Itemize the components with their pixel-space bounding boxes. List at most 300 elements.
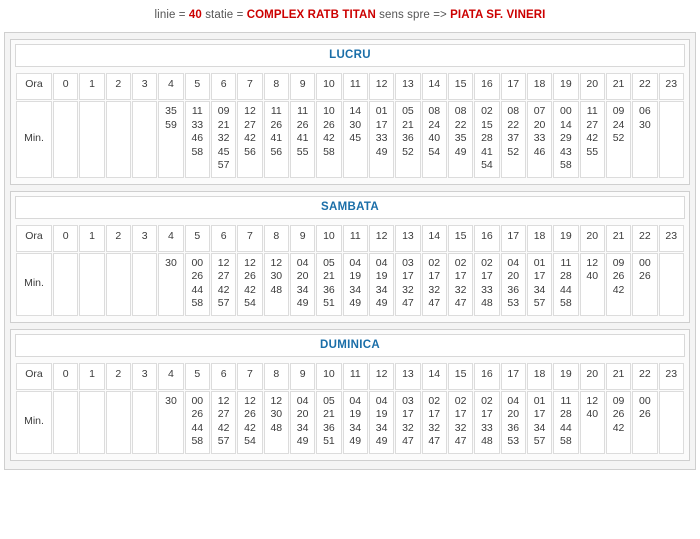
minutes-cell	[290, 253, 315, 316]
minute-value: 00	[191, 256, 204, 269]
minute-value: 00	[560, 105, 572, 117]
hour-cell: 15	[448, 225, 473, 252]
minute-value: 30	[165, 256, 177, 269]
minute-value: 56	[270, 145, 283, 158]
minute-value: 01	[533, 394, 546, 407]
hour-cell: 14	[422, 363, 447, 390]
minute-value: 40	[586, 270, 599, 282]
minutes-list	[133, 257, 156, 271]
hour-cell: 3	[132, 225, 157, 252]
minute-value: 52	[612, 132, 625, 144]
minute-value: 04	[375, 256, 388, 269]
minute-value: 12	[244, 105, 256, 117]
schedule-panel	[10, 39, 690, 185]
minute-value: 15	[481, 118, 493, 131]
hour-cell: 9	[290, 363, 315, 390]
hour-cell: 2	[106, 363, 131, 390]
minute-value: 36	[402, 132, 414, 144]
minute-value: 28	[560, 270, 572, 282]
minute-value: 47	[428, 435, 441, 447]
minute-value: 58	[323, 145, 335, 158]
minutes-list	[344, 395, 367, 449]
hour-row-label: Ora	[16, 225, 52, 252]
minutes-list	[238, 105, 261, 159]
minute-value: 49	[349, 297, 362, 309]
minutes-cell	[501, 253, 526, 316]
minutes-list	[133, 105, 156, 119]
minutes-list	[554, 395, 577, 449]
minutes-list	[370, 257, 393, 311]
minute-value: 01	[375, 105, 388, 117]
minute-value: 55	[586, 145, 599, 158]
hour-cell: 10	[316, 225, 341, 252]
minute-value: 26	[244, 270, 256, 282]
minutes-list	[475, 395, 498, 449]
header-prefix: linie =	[154, 9, 186, 21]
minute-value: 44	[560, 421, 572, 434]
minutes-cell	[106, 101, 131, 178]
minutes-list	[265, 395, 288, 436]
minutes-cell	[474, 101, 499, 178]
minute-value: 09	[217, 105, 230, 117]
hour-cell: 9	[290, 73, 315, 100]
hour-cell: 5	[185, 73, 210, 100]
minutes-cell	[580, 253, 605, 316]
minutes-cell	[106, 391, 131, 454]
minutes-cell	[264, 253, 289, 316]
minutes-list	[449, 105, 472, 159]
hour-cell: 18	[527, 363, 552, 390]
hour-cell: 8	[264, 225, 289, 252]
minutes-list	[396, 105, 419, 159]
schedule-table	[15, 224, 685, 317]
minute-value: 17	[428, 270, 441, 282]
minute-value: 30	[165, 394, 177, 407]
hour-cell: 10	[316, 73, 341, 100]
minute-value: 07	[533, 105, 546, 117]
minutes-list	[449, 395, 472, 449]
minutes-cell	[527, 101, 552, 178]
minute-value: 21	[402, 118, 414, 131]
minute-value: 30	[349, 118, 362, 131]
minute-value: 49	[454, 145, 467, 158]
minutes-cell	[53, 101, 78, 178]
minute-value: 02	[481, 256, 493, 269]
minutes-list	[502, 257, 525, 311]
minutes-list	[660, 105, 683, 119]
minutes-cell	[316, 391, 341, 454]
hour-cell: 23	[659, 73, 684, 100]
minutes-list	[317, 105, 340, 159]
minute-value: 26	[244, 408, 256, 420]
minute-value: 46	[191, 132, 204, 144]
minutes-list	[291, 257, 314, 311]
minutes-cell	[395, 101, 420, 178]
hour-cell: 20	[580, 225, 605, 252]
minute-value: 33	[375, 132, 388, 144]
page-title	[0, 0, 700, 32]
minute-value: 02	[428, 394, 441, 407]
minutes-cell	[553, 253, 578, 316]
minute-value: 59	[165, 118, 177, 131]
minute-value: 34	[296, 421, 309, 434]
minute-value: 36	[507, 421, 520, 434]
minute-value: 22	[454, 118, 467, 131]
minute-value: 27	[217, 270, 230, 282]
station-name: COMPLEX RATB TITAN	[246, 9, 376, 21]
hour-cell: 3	[132, 73, 157, 100]
hour-cell: 18	[527, 225, 552, 252]
minutes-cell	[185, 391, 210, 454]
minute-value: 48	[481, 435, 493, 447]
panel-title: DUMINICA	[15, 334, 685, 357]
minutes-cell	[580, 101, 605, 178]
minute-value: 10	[323, 105, 335, 117]
minute-value: 17	[375, 118, 388, 131]
minute-value: 42	[217, 421, 230, 434]
minutes-list	[554, 105, 577, 173]
hour-cell: 19	[553, 73, 578, 100]
minutes-list	[581, 395, 604, 422]
minutes-list	[344, 257, 367, 311]
minutes-cell	[501, 101, 526, 178]
minutes-cell	[422, 391, 447, 454]
minutes-cell	[185, 101, 210, 178]
minute-value: 24	[428, 118, 441, 131]
minute-value: 00	[639, 394, 651, 407]
minute-value: 12	[270, 256, 283, 269]
minute-value: 57	[217, 159, 230, 171]
minutes-cell	[395, 391, 420, 454]
minute-value: 34	[375, 421, 388, 434]
minutes-cell	[290, 391, 315, 454]
minutes-cell	[369, 253, 394, 316]
minute-value: 42	[244, 283, 256, 296]
minute-value: 05	[402, 105, 414, 117]
minute-value: 32	[454, 421, 467, 434]
minute-value: 04	[349, 394, 362, 407]
minutes-list	[633, 105, 656, 132]
minutes-list	[475, 257, 498, 311]
minute-value: 54	[244, 435, 256, 447]
minutes-cell	[106, 253, 131, 316]
minute-empty	[660, 257, 683, 271]
minute-value: 26	[296, 118, 309, 131]
minute-value: 11	[586, 105, 598, 117]
minute-value: 02	[428, 256, 441, 269]
minute-value: 45	[349, 132, 362, 144]
minutes-cell	[659, 253, 684, 316]
minutes-cell	[395, 253, 420, 316]
minute-empty	[660, 105, 683, 119]
minute-value: 35	[165, 105, 177, 117]
hour-cell: 21	[606, 225, 631, 252]
minutes-cell	[606, 101, 631, 178]
minute-value: 20	[533, 118, 546, 131]
minutes-list	[238, 257, 261, 311]
minutes-list	[80, 395, 103, 409]
minute-value: 33	[191, 118, 204, 131]
minute-value: 42	[612, 421, 625, 434]
minute-value: 41	[270, 132, 283, 144]
minute-value: 20	[296, 408, 309, 420]
minute-value: 55	[296, 145, 309, 158]
minute-value: 06	[639, 105, 651, 117]
minutes-list	[607, 257, 630, 298]
hour-cell: 16	[474, 363, 499, 390]
minute-value: 12	[270, 394, 283, 407]
minute-value: 30	[639, 118, 651, 131]
hour-cell: 5	[185, 363, 210, 390]
minute-value: 26	[612, 270, 625, 282]
minutes-cell	[264, 101, 289, 178]
minute-empty	[80, 105, 103, 119]
hour-cell: 11	[343, 225, 368, 252]
minute-value: 12	[586, 394, 599, 407]
minute-value: 34	[349, 283, 362, 296]
minute-value: 42	[323, 132, 335, 144]
min-row-label: Min.	[16, 101, 52, 178]
minute-value: 58	[560, 435, 572, 447]
minute-value: 22	[507, 118, 520, 131]
hour-cell: 22	[632, 363, 657, 390]
hour-cell: 5	[185, 225, 210, 252]
minute-value: 14	[349, 105, 362, 117]
minutes-list	[107, 257, 130, 271]
hour-cell: 13	[395, 73, 420, 100]
minutes-cell	[659, 101, 684, 178]
minute-value: 04	[507, 394, 520, 407]
minute-value: 45	[217, 145, 230, 158]
minute-value: 32	[454, 283, 467, 296]
minute-value: 21	[323, 270, 335, 282]
minutes-list	[159, 257, 182, 271]
minute-value: 53	[507, 297, 520, 309]
minute-empty	[54, 257, 77, 271]
minutes-cell	[211, 391, 236, 454]
minute-value: 36	[323, 421, 335, 434]
hour-cell: 10	[316, 363, 341, 390]
minute-value: 37	[507, 132, 520, 144]
hour-cell: 4	[158, 225, 183, 252]
minute-value: 17	[454, 408, 467, 420]
minutes-cell	[132, 253, 157, 316]
minutes-list	[607, 105, 630, 146]
hour-cell: 9	[290, 225, 315, 252]
minute-empty	[133, 395, 156, 409]
minutes-list	[528, 105, 551, 159]
minutes-cell	[632, 391, 657, 454]
minute-value: 36	[507, 283, 520, 296]
minute-value: 21	[217, 118, 230, 131]
minute-value: 33	[481, 421, 493, 434]
minute-empty	[80, 257, 103, 271]
minutes-cell	[369, 101, 394, 178]
minute-value: 42	[244, 132, 256, 144]
hour-cell: 4	[158, 73, 183, 100]
minutes-cell	[158, 101, 183, 178]
minutes-list	[475, 105, 498, 173]
hour-cell: 22	[632, 225, 657, 252]
minute-value: 12	[244, 256, 256, 269]
minute-value: 09	[612, 256, 625, 269]
minute-value: 41	[481, 145, 493, 158]
hour-cell: 1	[79, 225, 104, 252]
hour-cell: 6	[211, 363, 236, 390]
minutes-cell	[237, 101, 262, 178]
minute-value: 52	[507, 145, 520, 158]
minutes-cell	[132, 101, 157, 178]
minutes-list	[581, 105, 604, 159]
minutes-cell	[316, 253, 341, 316]
destination-name: PIATA SF. VINERI	[450, 9, 546, 21]
minute-value: 48	[481, 297, 493, 309]
minute-value: 47	[454, 435, 467, 447]
minutes-list	[107, 395, 130, 409]
minute-value: 12	[244, 394, 256, 407]
minute-value: 11	[270, 105, 282, 117]
minute-empty	[107, 257, 130, 271]
minute-value: 17	[454, 270, 467, 282]
minute-value: 42	[586, 132, 599, 144]
schedule-container	[4, 32, 696, 470]
minutes-cell	[290, 101, 315, 178]
minute-value: 41	[296, 132, 309, 144]
hour-cell: 13	[395, 225, 420, 252]
header-mid: statie =	[205, 9, 244, 21]
minutes-list	[581, 257, 604, 284]
minute-value: 58	[191, 297, 204, 309]
minute-value: 26	[639, 408, 651, 420]
hour-cell: 1	[79, 363, 104, 390]
minute-value: 11	[560, 394, 572, 407]
minutes-list	[344, 105, 367, 146]
minute-value: 26	[191, 408, 204, 420]
hours-row	[16, 73, 684, 100]
minute-value: 49	[375, 435, 388, 447]
hour-cell: 19	[553, 363, 578, 390]
minute-value: 47	[428, 297, 441, 309]
minute-value: 05	[323, 394, 335, 407]
minute-value: 26	[639, 270, 651, 282]
minutes-cell	[316, 101, 341, 178]
minutes-list	[80, 257, 103, 271]
minutes-list	[449, 257, 472, 311]
minute-value: 51	[323, 435, 335, 447]
minutes-cell	[422, 253, 447, 316]
minute-value: 21	[323, 408, 335, 420]
minutes-cell	[343, 101, 368, 178]
minutes-cell	[659, 391, 684, 454]
schedule-table	[15, 362, 685, 455]
hour-cell: 16	[474, 73, 499, 100]
hour-cell: 6	[211, 73, 236, 100]
minutes-list	[370, 105, 393, 159]
minutes-cell	[185, 253, 210, 316]
hour-cell: 14	[422, 73, 447, 100]
hour-cell: 0	[53, 73, 78, 100]
minute-value: 34	[375, 283, 388, 296]
minute-value: 33	[481, 283, 493, 296]
minutes-cell	[553, 391, 578, 454]
minutes-list	[607, 395, 630, 436]
minutes-cell	[632, 253, 657, 316]
minute-value: 32	[402, 283, 414, 296]
hour-cell: 23	[659, 363, 684, 390]
minutes-cell	[132, 391, 157, 454]
panel-title: LUCRU	[15, 44, 685, 67]
minute-value: 36	[323, 283, 335, 296]
minute-empty	[133, 105, 156, 119]
minutes-cell	[211, 101, 236, 178]
minute-value: 26	[270, 118, 283, 131]
minutes-row	[16, 101, 684, 178]
minutes-cell	[474, 391, 499, 454]
minute-value: 28	[481, 132, 493, 144]
hour-cell: 23	[659, 225, 684, 252]
minute-value: 26	[612, 408, 625, 420]
minute-value: 47	[402, 435, 414, 447]
minutes-list	[502, 105, 525, 159]
minute-value: 49	[375, 297, 388, 309]
minute-value: 12	[586, 256, 599, 269]
hour-cell: 6	[211, 225, 236, 252]
minutes-cell	[501, 391, 526, 454]
minutes-cell	[237, 253, 262, 316]
minutes-list	[186, 257, 209, 311]
hour-cell: 21	[606, 73, 631, 100]
minute-value: 32	[428, 421, 441, 434]
minute-value: 09	[612, 394, 625, 407]
minute-value: 08	[428, 105, 441, 117]
minute-value: 58	[191, 145, 204, 158]
minute-value: 54	[244, 297, 256, 309]
minute-value: 24	[612, 118, 625, 131]
minute-value: 32	[217, 132, 230, 144]
minutes-list	[54, 105, 77, 119]
minute-value: 17	[402, 270, 414, 282]
minutes-list	[212, 395, 235, 449]
minutes-cell	[448, 391, 473, 454]
minutes-list	[633, 395, 656, 422]
minutes-cell	[606, 391, 631, 454]
hour-cell: 7	[237, 363, 262, 390]
minute-value: 19	[375, 408, 388, 420]
minutes-cell	[79, 391, 104, 454]
minutes-list	[660, 257, 683, 271]
hour-cell: 12	[369, 363, 394, 390]
minutes-cell	[553, 101, 578, 178]
minutes-cell	[422, 101, 447, 178]
minute-value: 51	[323, 297, 335, 309]
minutes-list	[317, 395, 340, 449]
minute-value: 57	[533, 435, 546, 447]
minute-value: 28	[560, 408, 572, 420]
minutes-list	[291, 395, 314, 449]
minute-value: 20	[296, 270, 309, 282]
minute-value: 49	[296, 435, 309, 447]
minute-empty	[80, 395, 103, 409]
minutes-list	[396, 395, 419, 449]
hour-cell: 15	[448, 73, 473, 100]
minute-value: 26	[191, 270, 204, 282]
minutes-list	[291, 105, 314, 159]
minute-value: 11	[297, 105, 309, 117]
minute-value: 57	[217, 435, 230, 447]
minute-value: 00	[191, 394, 204, 407]
minute-value: 12	[217, 256, 230, 269]
minute-value: 17	[428, 408, 441, 420]
